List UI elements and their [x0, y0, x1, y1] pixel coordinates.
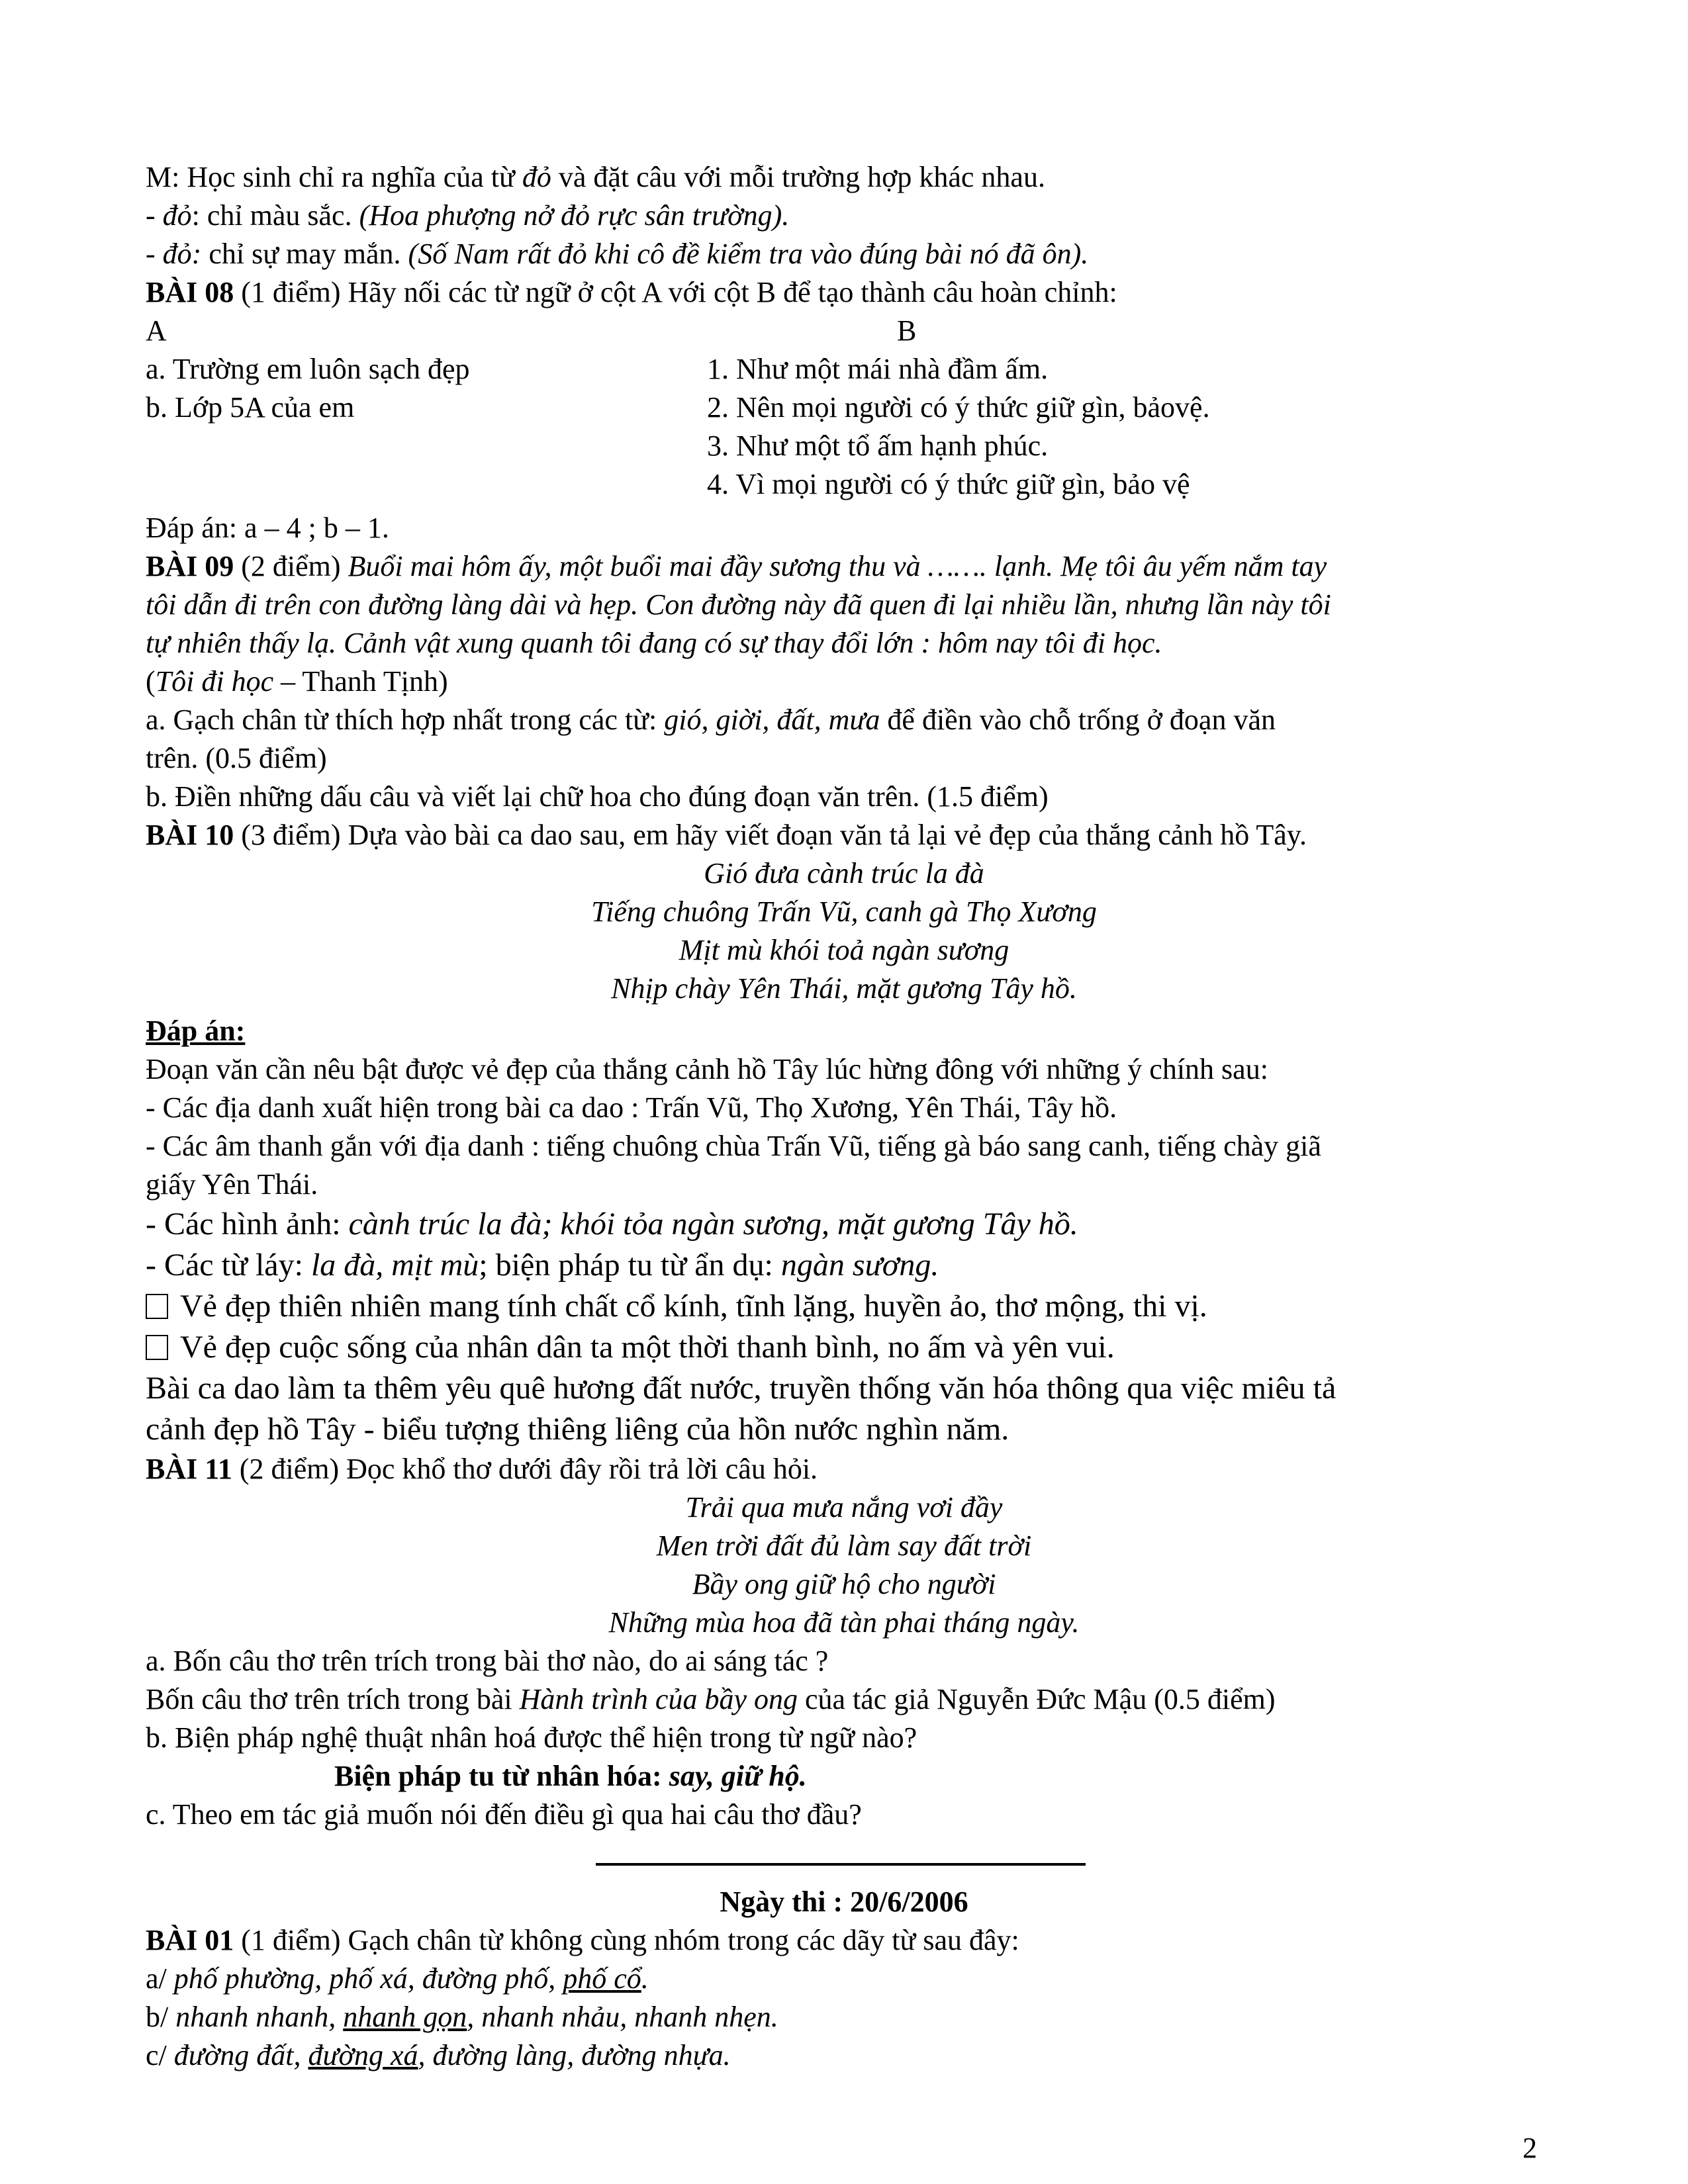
bai10-answer-line: - Các địa danh xuất hiện trong bài ca dao : Trấn Vũ, Thọ Xương, Yên Thái, Tây hồ. — [146, 1091, 1117, 1124]
bai11-poem-line: Bầy ong giữ hộ cho người — [692, 1568, 996, 1600]
bai10-poem-line: Tiếng chuông Trấn Vũ, canh gà Thọ Xương — [591, 895, 1097, 928]
bai11-answer-a: Bốn câu thơ trên trích trong bài Hành trình của bầy ong của tác giả Nguyễn Đức Mậu (0.5 điểm) — [146, 1683, 1276, 1715]
bai08-col-b-header: B — [897, 314, 917, 347]
bai08-b-item: 2. Nên mọi người có ý thức giữ gìn, bảovệ. — [707, 391, 1210, 424]
bai08-heading: BÀI 08 (1 điểm) Hãy nối các từ ngữ ở cột A với cột B để tạo thành câu hoàn chỉnh: — [146, 276, 1117, 308]
bai08-a-item: b. Lớp 5A của em — [146, 391, 355, 424]
bai11-question-b: b. Biện pháp nghệ thuật nhân hoá được thể hiện trong từ ngữ nào? — [146, 1721, 917, 1754]
bai11-poem-line: Trải qua mưa nắng vơi đầy — [685, 1491, 1003, 1524]
bai11-poem-line: Những mùa hoa đã tàn phai tháng ngày. — [608, 1606, 1080, 1639]
bai08-b-item: 4. Vì mọi người có ý thức giữ gìn, bảo vệ — [707, 468, 1190, 500]
bai08-col-a-header: A — [146, 314, 167, 347]
bai10-poem-line: Nhịp chày Yên Thái, mặt gương Tây hồ. — [611, 972, 1077, 1005]
checkbox-icon — [146, 1294, 168, 1319]
exam-date: Ngày thi : 20/6/2006 — [720, 1886, 968, 1918]
bai01-item-a: a/ phố phường, phố xá, đường phố, phố cổ. — [146, 1962, 649, 1995]
para-meaning-color: - đỏ: chỉ màu sắc. (Hoa phượng nở đỏ rực sân trường). — [146, 199, 790, 232]
bai01-item-b: b/ nhanh nhanh, nhanh gọn, nhanh nhảu, nhanh nhẹn. — [146, 2001, 778, 2033]
bai11-heading: BÀI 11 (2 điểm) Đọc khổ thơ dưới đây rồi trả lời câu hỏi. — [146, 1453, 818, 1485]
para-meaning-luck: - đỏ: chỉ sự may mắn. (Số Nam rất đỏ khi cô đề kiểm tra vào đúng bài nó đã ôn). — [146, 238, 1089, 270]
bai10-answer-line: giấy Yên Thái. — [146, 1168, 318, 1201]
bai11-question-a: a. Bốn câu thơ trên trích trong bài thơ nào, do ai sáng tác ? — [146, 1645, 829, 1677]
bai11-poem-line: Men trời đất đủ làm say đất trời — [656, 1529, 1032, 1562]
bai09-passage-line: tôi dẫn đi trên con đường làng dài và hẹp. Con đường này đã quen đi lại nhiều lần, nhưng lần này tôi — [146, 588, 1331, 621]
bai08-b-item: 3. Như một tổ ấm hạnh phúc. — [707, 430, 1049, 462]
bai09-heading: BÀI 09 (2 điểm) Buổi mai hôm ấy, một buổi mai đầy sương thu và ……. lạnh. Mẹ tôi âu yếm nắm tay — [146, 550, 1327, 582]
bai08-b-item: 1. Như một mái nhà đầm ấm. — [707, 353, 1049, 385]
bai11-question-c: c. Theo em tác giả muốn nói đến điều gì qua hai câu thơ đầu? — [146, 1798, 862, 1831]
bai10-answer-line: cảnh đẹp hồ Tây - biểu tượng thiêng liêng của hồn nước nghìn năm. — [146, 1412, 1009, 1447]
para-meaning-intro: M: Học sinh chỉ ra nghĩa của từ đỏ và đặt câu với mỗi trường hợp khác nhau. — [146, 161, 1045, 193]
bai09-source: (Tôi đi học – Thanh Tịnh) — [146, 665, 448, 698]
bai09-passage-line: tự nhiên thấy lạ. Cảnh vật xung quanh tôi đang có sự thay đổi lớn : hôm nay tôi đi học. — [146, 627, 1162, 659]
bai10-answer-bullet: Vẻ đẹp cuộc sống của nhân dân ta một thời thanh bình, no ấm và yên vui. — [146, 1328, 1115, 1367]
bai09-question-b: b. Điền những dấu câu và viết lại chữ hoa cho đúng đoạn văn trên. (1.5 điểm) — [146, 780, 1049, 813]
checkbox-icon — [146, 1335, 168, 1360]
bai10-answer-images: - Các hình ảnh: cành trúc la đà; khói tỏa ngàn sương, mặt gương Tây hồ. — [146, 1206, 1078, 1242]
bai10-answer-bullet: Vẻ đẹp thiên nhiên mang tính chất cổ kính, tĩnh lặng, huyền ảo, thơ mộng, thi vị. — [146, 1287, 1207, 1326]
bai10-poem-line: Gió đưa cành trúc la đà — [704, 857, 984, 889]
bai10-answer-devices: - Các từ láy: la đà, mịt mù; biện pháp tu từ ẩn dụ: ngàn sương. — [146, 1248, 939, 1283]
bai01-item-c: c/ đường đất, đường xá, đường làng, đường nhựa. — [146, 2039, 731, 2071]
bai10-answer-heading: Đáp án: — [146, 1015, 246, 1047]
page-number: 2 — [1523, 2132, 1537, 2164]
bai09-question-a-cont: trên. (0.5 điểm) — [146, 742, 327, 774]
section-divider — [596, 1863, 1086, 1866]
bai10-heading: BÀI 10 (3 điểm) Dựa vào bài ca dao sau, em hãy viết đoạn văn tả lại vẻ đẹp của thắng cảnh hồ Tây. — [146, 819, 1307, 851]
bai10-answer-line: - Các âm thanh gắn với địa danh : tiếng chuông chùa Trấn Vũ, tiếng gà báo sang canh, tiếng chày giã — [146, 1130, 1321, 1162]
bai10-answer-line: Bài ca dao làm ta thêm yêu quê hương đất nước, truyền thống văn hóa thông qua việc miêu tả — [146, 1371, 1336, 1406]
bai11-answer-b: Biện pháp tu từ nhân hóa: say, giữ hộ. — [334, 1760, 807, 1792]
bai08-a-item: a. Trường em luôn sạch đẹp — [146, 353, 470, 385]
bai01-heading: BÀI 01 (1 điểm) Gạch chân từ không cùng nhóm trong các dãy từ sau đây: — [146, 1924, 1019, 1956]
bai10-answer-line: Đoạn văn cần nêu bật được vẻ đẹp của thắng cảnh hồ Tây lúc hừng đông với những ý chính sau: — [146, 1053, 1268, 1085]
bai08-answer: Đáp án: a – 4 ; b – 1. — [146, 512, 389, 544]
bai09-question-a: a. Gạch chân từ thích hợp nhất trong các từ: gió, giời, đất, mưa để điền vào chỗ trống ở đoạn văn — [146, 704, 1276, 736]
bai10-poem-line: Mịt mù khói toả ngàn sương — [679, 934, 1009, 966]
